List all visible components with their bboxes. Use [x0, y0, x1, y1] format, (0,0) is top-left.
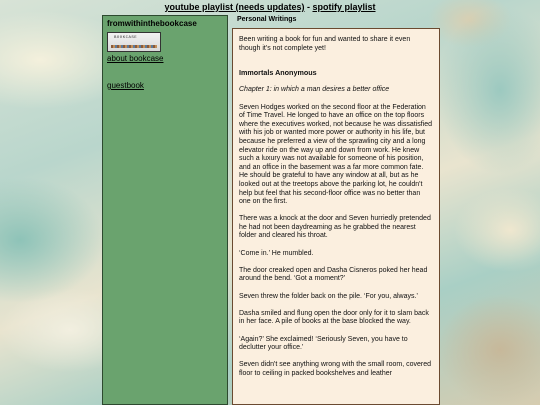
youtube-playlist-link[interactable]: youtube playlist (needs updates) — [164, 2, 305, 12]
bookcase-logo-text: BOOKCASE — [114, 36, 138, 40]
bookcase-logo-image[interactable] — [107, 32, 161, 52]
top-navigation — [0, 2, 540, 12]
bookshelf-graphic — [111, 45, 157, 48]
intro-paragraph: Been writing a book for fun and wanted to share it even though it's not complete yet! — [239, 36, 411, 52]
spotify-playlist-link[interactable]: spotify playlist — [312, 2, 376, 12]
sidebar — [102, 15, 228, 405]
section-title: Personal Writings — [237, 16, 297, 23]
guestbook-link[interactable]: guestbook — [107, 81, 144, 90]
story-paragraph: Seven threw the folder back on the pile. ‘For you, always.’ — [239, 292, 418, 300]
story-paragraph: The door creaked open and Dasha Cisneros poked her head around the bend. ‘Got a moment?’ — [239, 266, 428, 283]
story-paragraph: Dasha smiled and flung open the door only for it to slam back in her face. A pile of books at the base blocked the way. — [239, 309, 429, 326]
story-paragraph: Seven didn't see anything wrong with the small room, covered floor to ceiling in packed bookshelves and leather — [239, 361, 431, 377]
nav-separator: - — [304, 2, 313, 12]
site-name: fromwithinthebookcase — [107, 19, 197, 28]
story-paragraph: There was a knock at the door and Seven hurriedly pretended he had not been daydreaming as he grabbed the nearest folder and cleared his throat. — [239, 215, 431, 240]
story-title: Immortals Anonymous — [239, 68, 317, 78]
chapter-heading: Chapter 1: in which a man desires a better office — [239, 86, 390, 94]
story-paragraph: ‘Again?’ She exclaimed! ‘Seriously Seven, you have to declutter your office.’ — [239, 335, 408, 352]
story-paragraph: Seven Hodges worked on the second floor at the Federation of Time Travel. He longed to have an office on the top floors where the executives worked, not because he was dissatisfied with his job or wanted more power or authority in his life, but because he preferred a view of the sprawling city and a long elevator ride on the way up and down from work. He knew such a luxury was not available for someone of his position, and an office in the basement was a far more common fate. He should be grateful to have any window at all, but as he looked out at the treetops above the parking lot, he couldn't help but feel that his second-floor office was no better than one on the first. — [239, 103, 432, 206]
about-bookcase-link[interactable]: about bookcase — [107, 54, 164, 63]
writing-content-panel[interactable] — [232, 28, 440, 405]
story-paragraph: ‘Come in.’ He mumbled. — [239, 249, 314, 257]
